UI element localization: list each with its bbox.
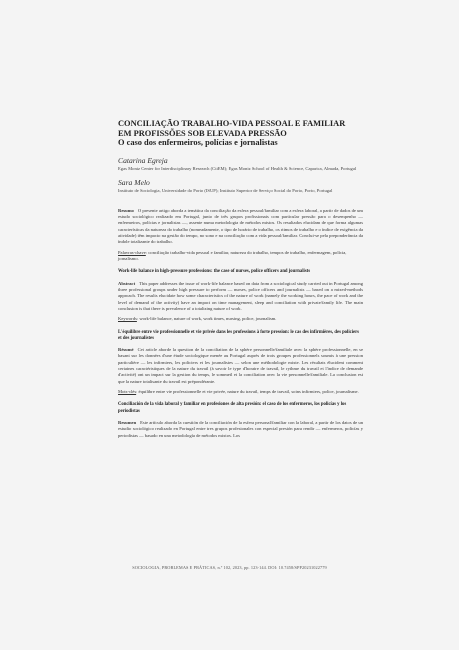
author-affiliation: Instituto de Sociologia, Universidade do Porto (ISUP); Instituto Superior de Serviço Social do Porto, Porto, Portugal <box>118 188 333 194</box>
mots-cles <box>118 389 363 395</box>
journal-footer: SOCIOLOGIA, PROBLEMAS E PRÁTICAS, n.º 102, 2023, pp. 123-144. DOI: 10.7458/SPP20231022779 <box>132 565 327 570</box>
mots-cles-text: : équilibre entre vie professionnelle et vie privée, nature du travail, temps de travail, soins infirmiers, police, journalisme. <box>136 389 359 395</box>
title-line-2: EM PROFISSÕES SOB ELEVADA PRESSÃO <box>118 128 287 138</box>
author-block <box>118 156 363 172</box>
spanish-title: Conciliación de la vida laboral y familiar en profesiones de alta presión: el caso de los enfermeros, los policías y los periodistas <box>118 402 347 414</box>
french-title: L'équilibre entre vie professionnelle et vie privée dans les professions à forte pression: le cas des infirmières, des policiers et des journalistes <box>118 329 359 341</box>
resumen-es <box>118 420 363 439</box>
keywords-label: Keywords <box>118 316 137 322</box>
article-subtitle: O caso dos enfermeiros, polícias e jornalistas <box>118 138 278 148</box>
resume-label: Résumé <box>118 347 134 353</box>
resume-fr <box>118 347 363 385</box>
author-name: Catarina Egreja <box>118 155 168 165</box>
author-name: Sara Melo <box>118 178 150 188</box>
abstract-en <box>118 281 363 313</box>
resumen-label: Resumen <box>118 419 137 425</box>
palavras-chave-text: : conciliação trabalho-vida pessoal e familiar, natureza do trabalho, tempos de trabalho, enfermagem, polícia, jornalismo. <box>118 249 347 261</box>
abstract-label: Abstract <box>118 280 136 286</box>
keywords <box>118 316 363 322</box>
abstract-text: This paper addresses the issue of work-life balance based on data from a sociological study carried out in Portugal among three professional groups under high pressure to perform — nurses, police officers and journalists — based on a mixed-methods approach. The results elucidate how some characteristics of the nature of work (namely the working hours, the pace of work and the level of demand of the activity) have an impact on time management, sleep and conciliation with private/family life. The main conclusion is that there is prevalence of a totalizing nature of work. <box>118 280 363 311</box>
resumo-label: Resumo <box>118 207 134 213</box>
keywords-text: : work-life balance, nature of work, work times, nursing, police, journalism. <box>136 316 277 322</box>
mots-cles-label: Mots-clés <box>118 389 137 395</box>
resumen-text: Este artículo aborda la cuestión de la conciliación de la esfera personal/familiar con la laboral, a partir de los datos de un estudio sociológico realizado en Portugal entre tres grupos profesionales con especial presión para rendir — enfermeros, policías y periodistas — basado en una metodología de métodos mixtos. Los <box>118 419 363 438</box>
title-line-1: CONCILIAÇÃO TRABALHO-VIDA PESSOAL E FAMILIAR <box>118 119 346 128</box>
resumo-text: O presente artigo aborda a temática da conciliação da esfera pessoal/familiar com a esfera laboral, a partir de dados de um estudo sociológico realizado em Portugal, junto de três grupos profissionais com particular pressão para o desempenho — enfermeiros, polícias e jornalistas —, assente numa metodologia de métodos mistos. Os resultados elucidam de que forma algumas características da natureza do trabalho (nomeadamente, o tipo de horário de trabalho, os ritmos de trabalho e o índice de exigência da atividade) têm impacto na gestão do tempo, no sono e na conciliação com a vida pessoal/familiar. Conclui-se pela preponderância da índole totalizante do trabalho. <box>118 207 363 245</box>
english-title: Work-life balance in high-pressure professions: the case of nurses, police officers and journalists <box>118 269 311 275</box>
article-title <box>118 119 363 148</box>
resumo-pt <box>118 208 363 246</box>
resume-text: Cet article aborde la question de la conciliation de la sphère personnelle/familiale avec la sphère professionnelle, en se basant sur les données d'une étude sociologique menée au Portugal auprès de trois groupes professionnels soumis à une pression particulière — les infirmiers, les policiers et les journalistes — selon une méthodologie mixte. Les résultats élucident comment certaines caractéristiques de la nature du travail (à savoir le type d'horaire de travail, le rythme du travail et l'indice de demande d'activité) ont un impact sur la gestion du temps, le sommeil et la conciliation avec la vie personnelle/familiale. La conclusion est que la nature totalisante du travail est prépondérante. <box>118 347 363 384</box>
palavras-chave <box>118 250 363 263</box>
author-affiliation: Egas Moniz Center for Interdisciplinary Research (CiiEM); Egas Moniz School of Health & Science, Caparica, Almada, Portugal <box>118 165 357 171</box>
palavras-chave-label: Palavras-chave <box>118 249 146 255</box>
author-block <box>118 178 363 194</box>
